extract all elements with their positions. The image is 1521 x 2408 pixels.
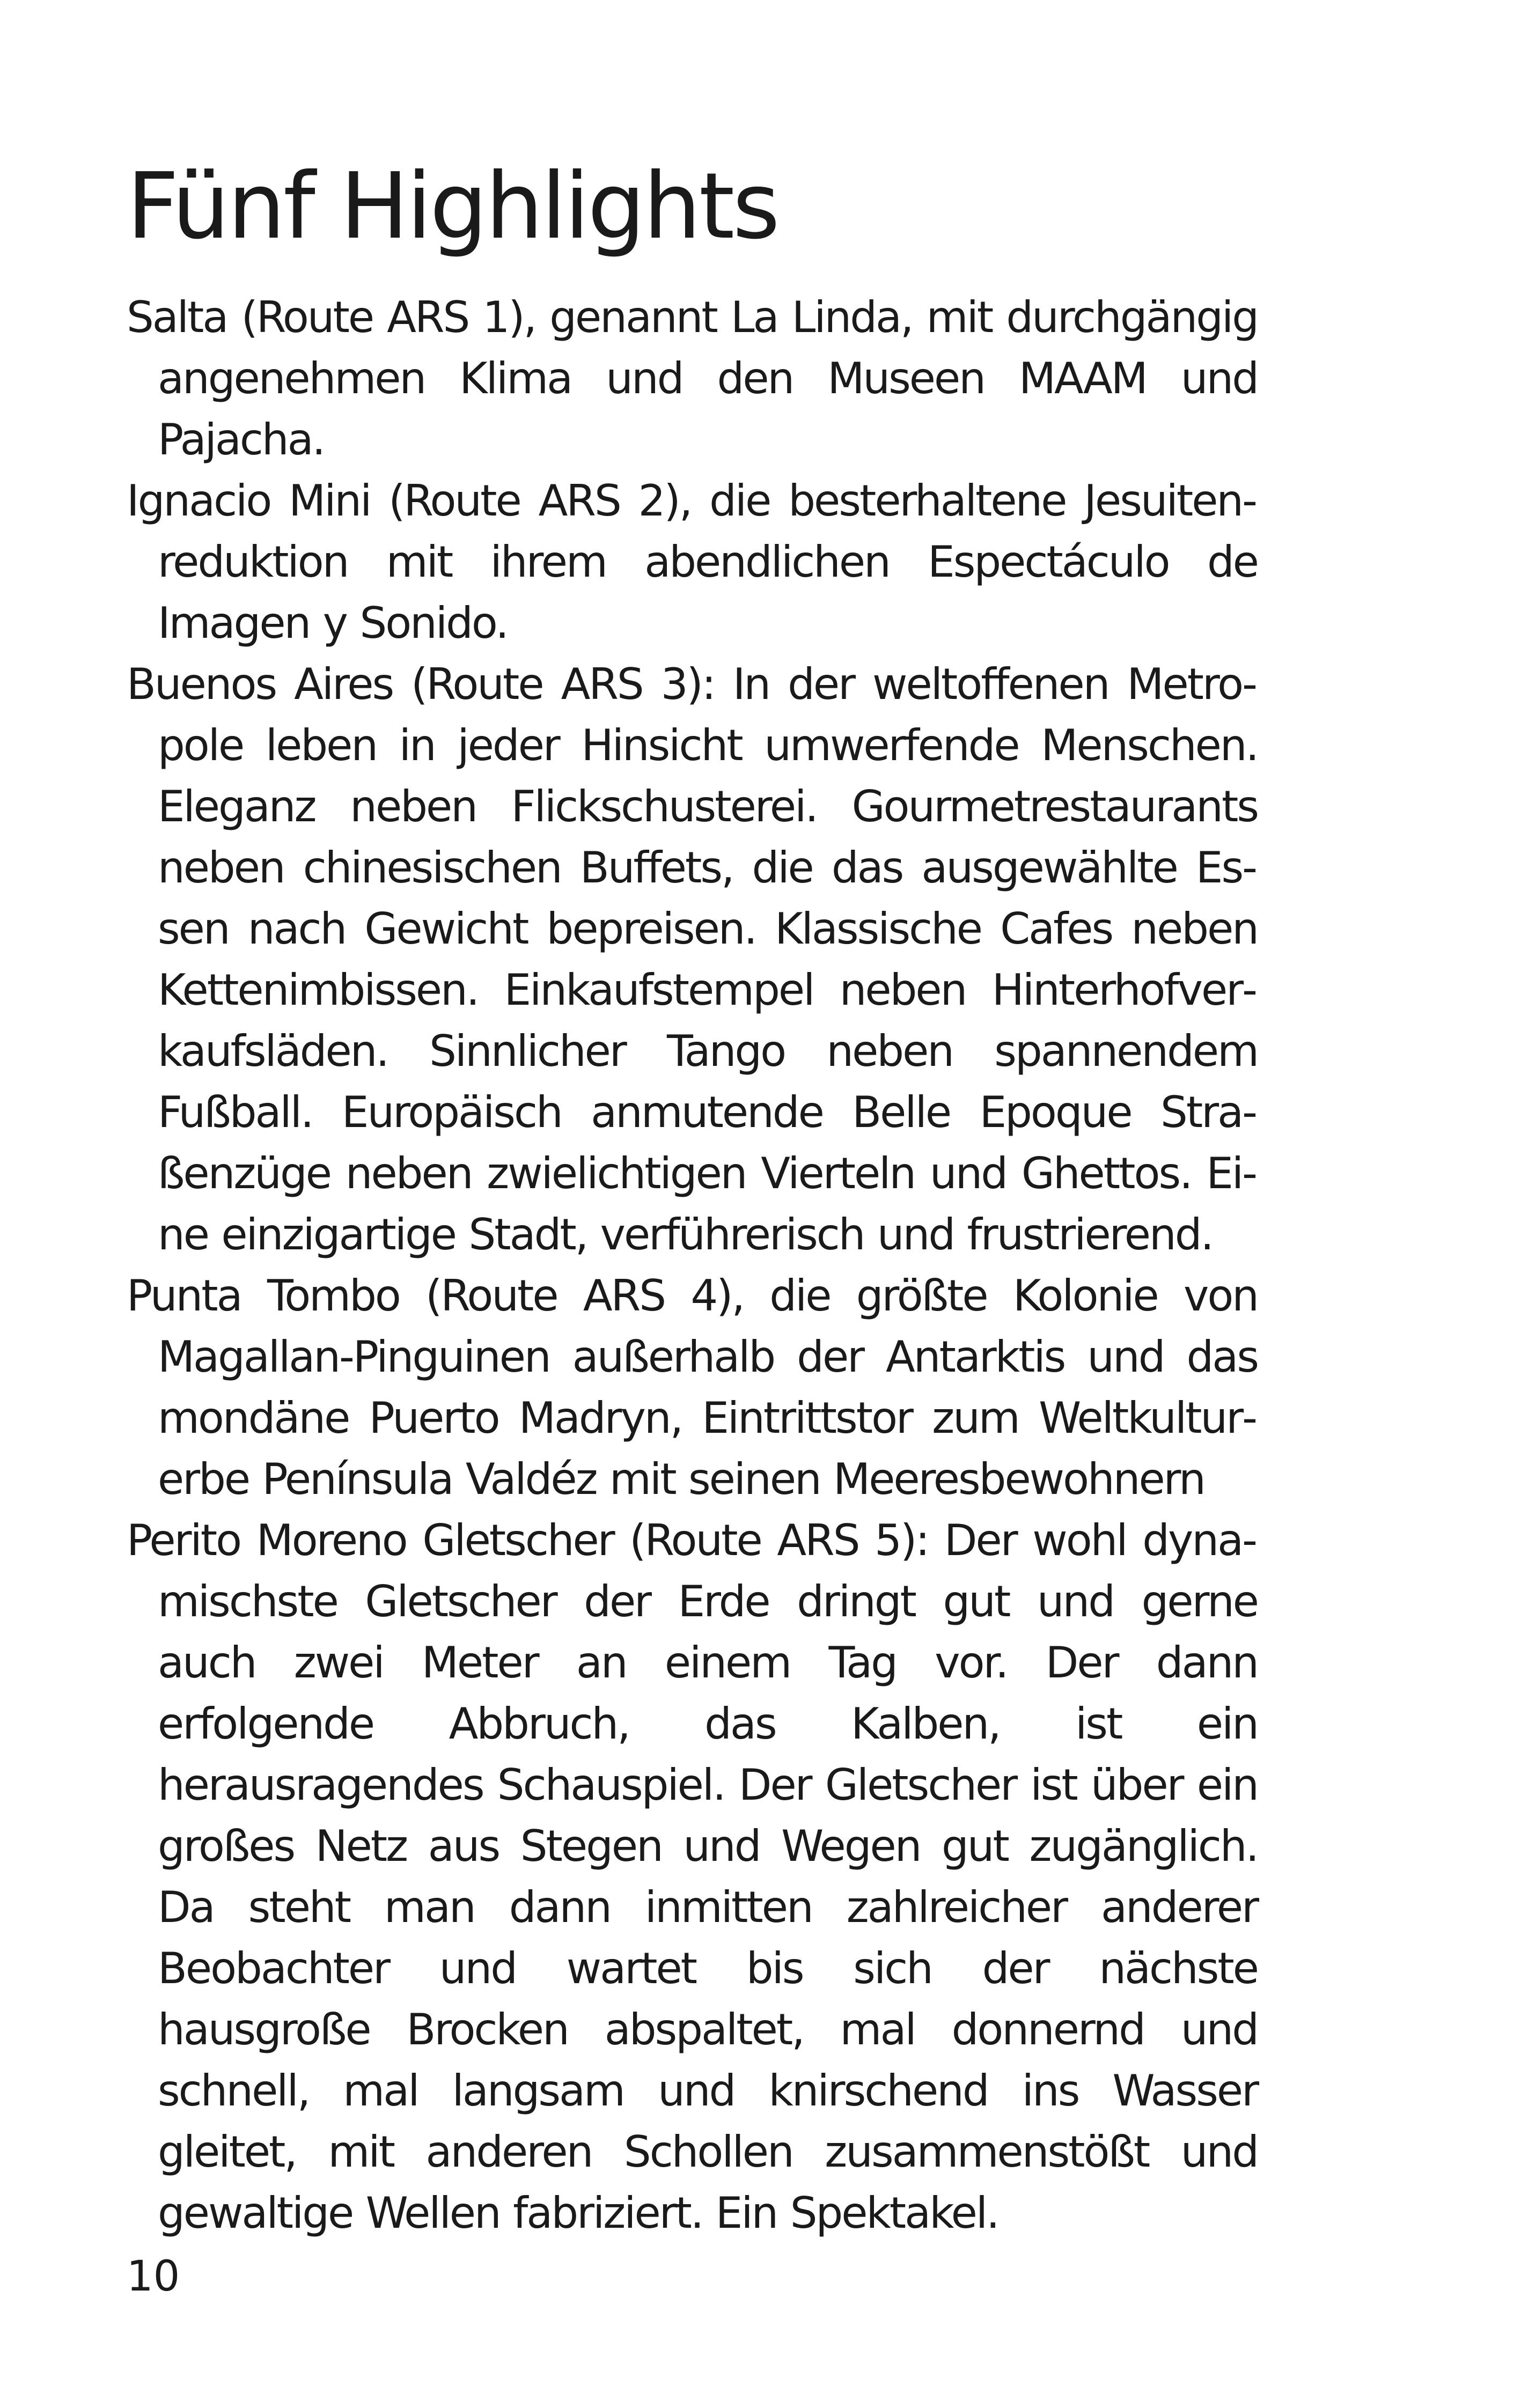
highlights-list (127, 287, 1258, 2244)
highlight-buenos-aires: Buenos Aires (Route ARS 3): In der weltoffenen Metropole leben in jeder Hinsicht umwerfende Menschen. Eleganz neben Flickschusterei. Gourmetrestaurants neben chinesischen Buffets, die das ausgewählte Essen nach Gewicht bepreisen. Klassische Cafes neben Kettenimbissen. Einkaufstempel neben Hinterhofverkaufsläden. Sinnlicher Tango neben spannendem Fußball. Europäisch anmutende Belle Epoque Straßenzüge neben zwielichtigen Vierteln und Ghettos. Eine einzigartige Stadt, verführerisch und frustrierend. (127, 659, 1258, 1260)
page-title: Fünf Highlights (127, 153, 778, 260)
page-number: 10 (127, 2252, 180, 2301)
highlight-perito-moreno: Perito Moreno Gletscher (Route ARS 5): Der wohl dynamischste Gletscher der Erde dringt gut und gerne auch zwei Meter an einem Tag vor. Der dann erfolgende Abbruch, das Kalben, ist ein herausragendes Schauspiel. Der Gletscher ist über ein großes Netz aus Stegen und Wegen gut zugänglich. Da steht man dann inmitten zahlreicher anderer Beobachter und wartet bis sich der nächste hausgroße Brocken abspaltet, mal donnernd und schnell, mal langsam und knirschend ins Wasser gleitet, mit anderen Schollen zusammenstößt und gewaltige Wellen fabriziert. Ein Spektakel. (127, 1515, 1258, 2238)
highlight-salta: Salta (Route ARS 1), genannt La Linda, mit durchgängig angenehmen Klima und den Museen MAAM und Pajacha. (127, 292, 1258, 465)
highlight-punta-tombo: Punta Tombo (Route ARS 4), die größte Kolonie von Magallan-Pinguinen außerhalb der Antarktis und das mondäne Puerto Madryn, Eintrittstor zum Weltkulturerbe Península Valdéz mit seinen Meeresbewohnern (127, 1271, 1258, 1504)
highlight-ignacio-mini: Ignacio Mini (Route ARS 2), die besterhaltene Jesuitenreduktion mit ihrem abendlichen Espectáculo de Imagen y Sonido. (127, 476, 1258, 648)
